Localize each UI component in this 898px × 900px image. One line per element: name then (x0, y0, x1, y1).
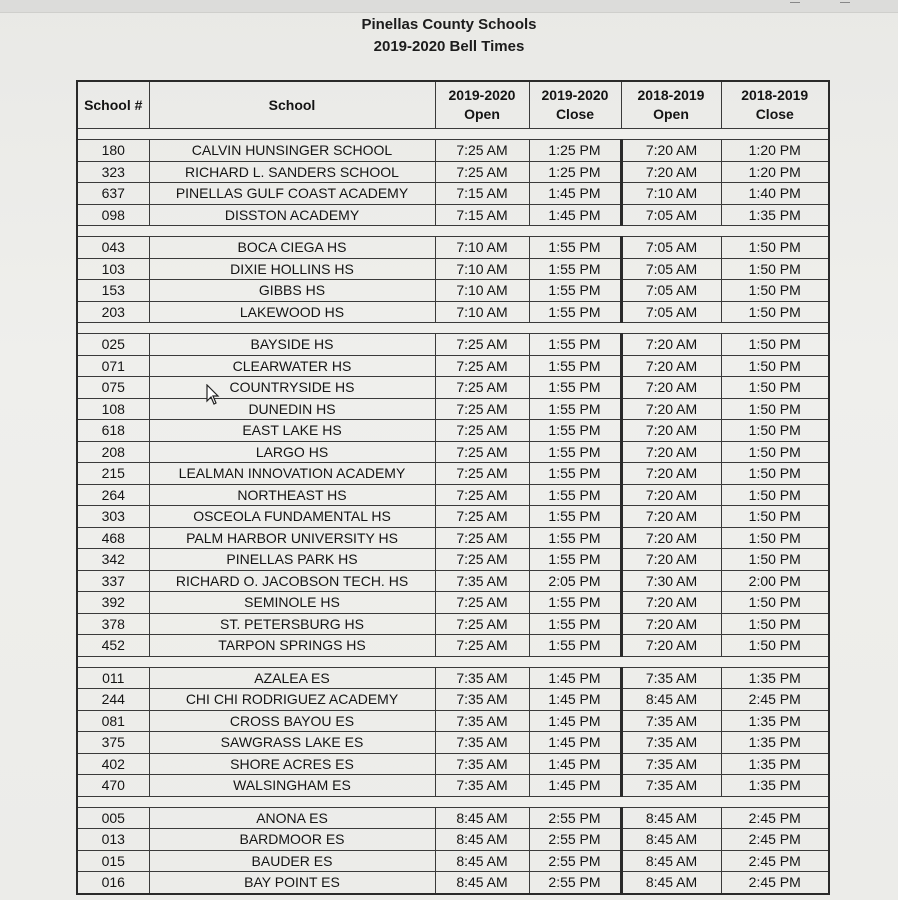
close-2019: 1:55 PM (529, 613, 621, 635)
close-2018: 2:45 PM (721, 850, 829, 872)
close-2018: 1:50 PM (721, 484, 829, 506)
table-row (77, 732, 829, 754)
school-name: BAY POINT ES (149, 872, 435, 894)
table-row (77, 237, 829, 259)
school-name: TARPON SPRINGS HS (149, 635, 435, 657)
open-2019: 7:10 AM (435, 258, 529, 280)
close-2018: 1:50 PM (721, 334, 829, 356)
school-name: PINELLAS PARK HS (149, 549, 435, 571)
close-2018: 2:45 PM (721, 829, 829, 851)
close-2019: 1:45 PM (529, 710, 621, 732)
open-2019: 7:25 AM (435, 161, 529, 183)
open-2019: 7:35 AM (435, 732, 529, 754)
open-2018: 7:35 AM (621, 710, 721, 732)
header-2019-close: 2019-2020 Close (529, 81, 621, 129)
school-name: LEALMAN INNOVATION ACADEMY (149, 463, 435, 485)
school-name: EAST LAKE HS (149, 420, 435, 442)
school-number: 618 (77, 420, 149, 442)
table-row (77, 689, 829, 711)
close-2019: 2:05 PM (529, 570, 621, 592)
school-number: 468 (77, 527, 149, 549)
table-row (77, 592, 829, 614)
open-2019: 7:35 AM (435, 753, 529, 775)
school-number: 470 (77, 775, 149, 797)
school-name: PALM HARBOR UNIVERSITY HS (149, 527, 435, 549)
school-number: 203 (77, 301, 149, 323)
close-2018: 1:50 PM (721, 355, 829, 377)
school-name: BAYSIDE HS (149, 334, 435, 356)
table-row (77, 872, 829, 894)
school-number: 637 (77, 183, 149, 205)
school-number: 378 (77, 613, 149, 635)
open-2019: 7:25 AM (435, 420, 529, 442)
open-2019: 7:25 AM (435, 377, 529, 399)
school-name: RICHARD O. JACOBSON TECH. HS (149, 570, 435, 592)
open-2018: 7:20 AM (621, 527, 721, 549)
close-2019: 1:45 PM (529, 183, 621, 205)
open-2018: 7:35 AM (621, 753, 721, 775)
close-2019: 1:55 PM (529, 506, 621, 528)
open-2019: 7:25 AM (435, 140, 529, 162)
open-2019: 7:25 AM (435, 527, 529, 549)
open-2019: 7:35 AM (435, 775, 529, 797)
open-2018: 7:20 AM (621, 549, 721, 571)
school-number: 015 (77, 850, 149, 872)
school-number: 005 (77, 807, 149, 829)
open-2018: 7:20 AM (621, 592, 721, 614)
separator-cell (77, 796, 829, 807)
close-2018: 1:50 PM (721, 377, 829, 399)
close-2019: 1:55 PM (529, 635, 621, 657)
close-2019: 1:55 PM (529, 301, 621, 323)
open-2019: 7:25 AM (435, 549, 529, 571)
close-2019: 1:55 PM (529, 420, 621, 442)
open-2019: 7:10 AM (435, 280, 529, 302)
close-2019: 1:55 PM (529, 355, 621, 377)
close-2019: 1:55 PM (529, 549, 621, 571)
table-row (77, 527, 829, 549)
open-2018: 7:05 AM (621, 301, 721, 323)
close-2019: 2:55 PM (529, 807, 621, 829)
table-row (77, 463, 829, 485)
school-name: LARGO HS (149, 441, 435, 463)
school-name: CROSS BAYOU ES (149, 710, 435, 732)
close-2018: 1:35 PM (721, 753, 829, 775)
school-number: 375 (77, 732, 149, 754)
close-2019: 1:55 PM (529, 258, 621, 280)
table-row (77, 753, 829, 775)
close-2018: 1:35 PM (721, 204, 829, 226)
open-2018: 7:20 AM (621, 377, 721, 399)
table-row (77, 140, 829, 162)
table-row (77, 280, 829, 302)
open-2018: 8:45 AM (621, 872, 721, 894)
open-2019: 7:10 AM (435, 301, 529, 323)
school-number: 452 (77, 635, 149, 657)
separator-cell (77, 656, 829, 667)
open-2018: 8:45 AM (621, 689, 721, 711)
school-name: WALSINGHAM ES (149, 775, 435, 797)
school-name: CALVIN HUNSINGER SCHOOL (149, 140, 435, 162)
close-2018: 1:35 PM (721, 667, 829, 689)
open-2019: 7:35 AM (435, 710, 529, 732)
table-row (77, 484, 829, 506)
close-2018: 1:50 PM (721, 635, 829, 657)
close-2018: 2:45 PM (721, 872, 829, 894)
close-2018: 1:35 PM (721, 775, 829, 797)
separator-cell (77, 323, 829, 334)
table-row (77, 204, 829, 226)
school-number: 208 (77, 441, 149, 463)
close-2018: 1:50 PM (721, 463, 829, 485)
table-row (77, 377, 829, 399)
open-2018: 7:05 AM (621, 237, 721, 259)
close-2019: 1:55 PM (529, 334, 621, 356)
school-name: BAUDER ES (149, 850, 435, 872)
school-name: ANONA ES (149, 807, 435, 829)
header-school-number: School # (77, 81, 149, 129)
close-2019: 1:45 PM (529, 204, 621, 226)
close-2019: 1:45 PM (529, 753, 621, 775)
school-number: 392 (77, 592, 149, 614)
school-name: AZALEA ES (149, 667, 435, 689)
close-2018: 1:20 PM (721, 140, 829, 162)
table-row (77, 355, 829, 377)
table-row (77, 183, 829, 205)
school-number: 016 (77, 872, 149, 894)
close-2018: 1:50 PM (721, 420, 829, 442)
table-row (77, 829, 829, 851)
open-2018: 7:20 AM (621, 635, 721, 657)
open-2018: 8:45 AM (621, 850, 721, 872)
header-2019-open: 2019-2020 Open (435, 81, 529, 129)
close-2019: 1:55 PM (529, 592, 621, 614)
open-2018: 7:35 AM (621, 667, 721, 689)
table-row (77, 613, 829, 635)
school-number: 323 (77, 161, 149, 183)
school-number: 075 (77, 377, 149, 399)
open-2019: 7:15 AM (435, 204, 529, 226)
close-2018: 1:50 PM (721, 613, 829, 635)
open-2018: 7:20 AM (621, 441, 721, 463)
open-2018: 7:20 AM (621, 463, 721, 485)
open-2018: 7:30 AM (621, 570, 721, 592)
school-name: SAWGRASS LAKE ES (149, 732, 435, 754)
window-control-mark (840, 2, 850, 3)
open-2018: 7:20 AM (621, 334, 721, 356)
open-2019: 7:10 AM (435, 237, 529, 259)
open-2019: 7:25 AM (435, 506, 529, 528)
table-row (77, 506, 829, 528)
close-2018: 1:50 PM (721, 506, 829, 528)
open-2018: 7:35 AM (621, 775, 721, 797)
school-number: 025 (77, 334, 149, 356)
school-name: ST. PETERSBURG HS (149, 613, 435, 635)
open-2019: 7:25 AM (435, 355, 529, 377)
school-number: 108 (77, 398, 149, 420)
close-2018: 1:50 PM (721, 592, 829, 614)
close-2019: 1:55 PM (529, 280, 621, 302)
school-number: 402 (77, 753, 149, 775)
open-2019: 8:45 AM (435, 807, 529, 829)
close-2018: 1:20 PM (721, 161, 829, 183)
table-row (77, 549, 829, 571)
close-2019: 1:55 PM (529, 441, 621, 463)
close-2019: 1:55 PM (529, 398, 621, 420)
school-number: 337 (77, 570, 149, 592)
close-2019: 1:45 PM (529, 732, 621, 754)
close-2018: 1:50 PM (721, 441, 829, 463)
table-row (77, 570, 829, 592)
school-number: 081 (77, 710, 149, 732)
close-2018: 1:50 PM (721, 549, 829, 571)
school-number: 153 (77, 280, 149, 302)
close-2018: 1:35 PM (721, 732, 829, 754)
table-row (77, 807, 829, 829)
table-row (77, 667, 829, 689)
close-2019: 1:55 PM (529, 463, 621, 485)
open-2019: 7:25 AM (435, 463, 529, 485)
close-2019: 2:55 PM (529, 872, 621, 894)
open-2018: 7:20 AM (621, 484, 721, 506)
close-2019: 2:55 PM (529, 829, 621, 851)
open-2019: 7:15 AM (435, 183, 529, 205)
open-2018: 7:35 AM (621, 732, 721, 754)
school-name: RICHARD L. SANDERS SCHOOL (149, 161, 435, 183)
close-2019: 2:55 PM (529, 850, 621, 872)
school-name: COUNTRYSIDE HS (149, 377, 435, 399)
school-number: 103 (77, 258, 149, 280)
close-2019: 1:45 PM (529, 689, 621, 711)
close-2019: 1:55 PM (529, 237, 621, 259)
close-2018: 2:00 PM (721, 570, 829, 592)
close-2018: 1:40 PM (721, 183, 829, 205)
school-name: GIBBS HS (149, 280, 435, 302)
close-2018: 1:35 PM (721, 710, 829, 732)
school-name: CHI CHI RODRIGUEZ ACADEMY (149, 689, 435, 711)
close-2018: 1:50 PM (721, 258, 829, 280)
group-separator (77, 226, 829, 237)
table-row (77, 710, 829, 732)
window-top-edge (0, 0, 898, 13)
school-name: NORTHEAST HS (149, 484, 435, 506)
window-control-mark (790, 2, 800, 3)
header-row (77, 81, 829, 129)
document-title: Pinellas County Schools (361, 16, 537, 33)
open-2018: 8:45 AM (621, 829, 721, 851)
open-2018: 7:05 AM (621, 258, 721, 280)
table-row (77, 334, 829, 356)
separator-cell (77, 129, 829, 140)
close-2018: 1:50 PM (721, 280, 829, 302)
open-2019: 7:25 AM (435, 592, 529, 614)
school-name: CLEARWATER HS (149, 355, 435, 377)
group-separator (77, 323, 829, 334)
school-number: 098 (77, 204, 149, 226)
group-separator (77, 656, 829, 667)
open-2019: 7:25 AM (435, 484, 529, 506)
school-number: 043 (77, 237, 149, 259)
close-2018: 1:50 PM (721, 237, 829, 259)
open-2019: 8:45 AM (435, 850, 529, 872)
close-2019: 1:55 PM (529, 527, 621, 549)
table-row (77, 161, 829, 183)
group-separator (77, 796, 829, 807)
open-2018: 7:20 AM (621, 420, 721, 442)
school-number: 342 (77, 549, 149, 571)
close-2019: 1:25 PM (529, 140, 621, 162)
group-separator (77, 129, 829, 140)
open-2019: 8:45 AM (435, 829, 529, 851)
open-2018: 7:10 AM (621, 183, 721, 205)
school-number: 180 (77, 140, 149, 162)
close-2018: 2:45 PM (721, 807, 829, 829)
open-2019: 7:35 AM (435, 570, 529, 592)
table-row (77, 420, 829, 442)
header-school: School (149, 81, 435, 129)
close-2018: 1:50 PM (721, 398, 829, 420)
open-2019: 8:45 AM (435, 872, 529, 894)
close-2019: 1:45 PM (529, 775, 621, 797)
document-subtitle: 2019-2020 Bell Times (373, 38, 525, 55)
school-name: BARDMOOR ES (149, 829, 435, 851)
open-2018: 7:05 AM (621, 204, 721, 226)
school-name: SEMINOLE HS (149, 592, 435, 614)
open-2018: 8:45 AM (621, 807, 721, 829)
school-number: 013 (77, 829, 149, 851)
close-2019: 1:25 PM (529, 161, 621, 183)
open-2019: 7:25 AM (435, 613, 529, 635)
open-2018: 7:20 AM (621, 398, 721, 420)
school-number: 303 (77, 506, 149, 528)
table-row (77, 398, 829, 420)
school-number: 215 (77, 463, 149, 485)
school-name: BOCA CIEGA HS (149, 237, 435, 259)
open-2018: 7:20 AM (621, 161, 721, 183)
table-row (77, 635, 829, 657)
open-2019: 7:25 AM (435, 441, 529, 463)
table-row (77, 850, 829, 872)
close-2019: 1:55 PM (529, 377, 621, 399)
school-name: DUNEDIN HS (149, 398, 435, 420)
school-name: SHORE ACRES ES (149, 753, 435, 775)
open-2019: 7:35 AM (435, 667, 529, 689)
school-number: 264 (77, 484, 149, 506)
open-2019: 7:25 AM (435, 398, 529, 420)
open-2018: 7:20 AM (621, 140, 721, 162)
school-name: PINELLAS GULF COAST ACADEMY (149, 183, 435, 205)
school-name: DISSTON ACADEMY (149, 204, 435, 226)
close-2018: 1:50 PM (721, 301, 829, 323)
school-name: DIXIE HOLLINS HS (149, 258, 435, 280)
open-2019: 7:25 AM (435, 635, 529, 657)
open-2018: 7:20 AM (621, 355, 721, 377)
close-2018: 2:45 PM (721, 689, 829, 711)
table-row (77, 441, 829, 463)
open-2018: 7:20 AM (621, 506, 721, 528)
table-row (77, 301, 829, 323)
school-number: 071 (77, 355, 149, 377)
school-number: 011 (77, 667, 149, 689)
separator-cell (77, 226, 829, 237)
open-2019: 7:35 AM (435, 689, 529, 711)
close-2018: 1:50 PM (721, 527, 829, 549)
table-row (77, 775, 829, 797)
open-2018: 7:20 AM (621, 613, 721, 635)
open-2018: 7:05 AM (621, 280, 721, 302)
header-2018-open: 2018-2019 Open (621, 81, 721, 129)
table-row (77, 258, 829, 280)
school-name: LAKEWOOD HS (149, 301, 435, 323)
school-number: 244 (77, 689, 149, 711)
header-2018-close: 2018-2019 Close (721, 81, 829, 129)
bell-times-table (76, 80, 830, 895)
close-2019: 1:55 PM (529, 484, 621, 506)
school-name: OSCEOLA FUNDAMENTAL HS (149, 506, 435, 528)
close-2019: 1:45 PM (529, 667, 621, 689)
open-2019: 7:25 AM (435, 334, 529, 356)
